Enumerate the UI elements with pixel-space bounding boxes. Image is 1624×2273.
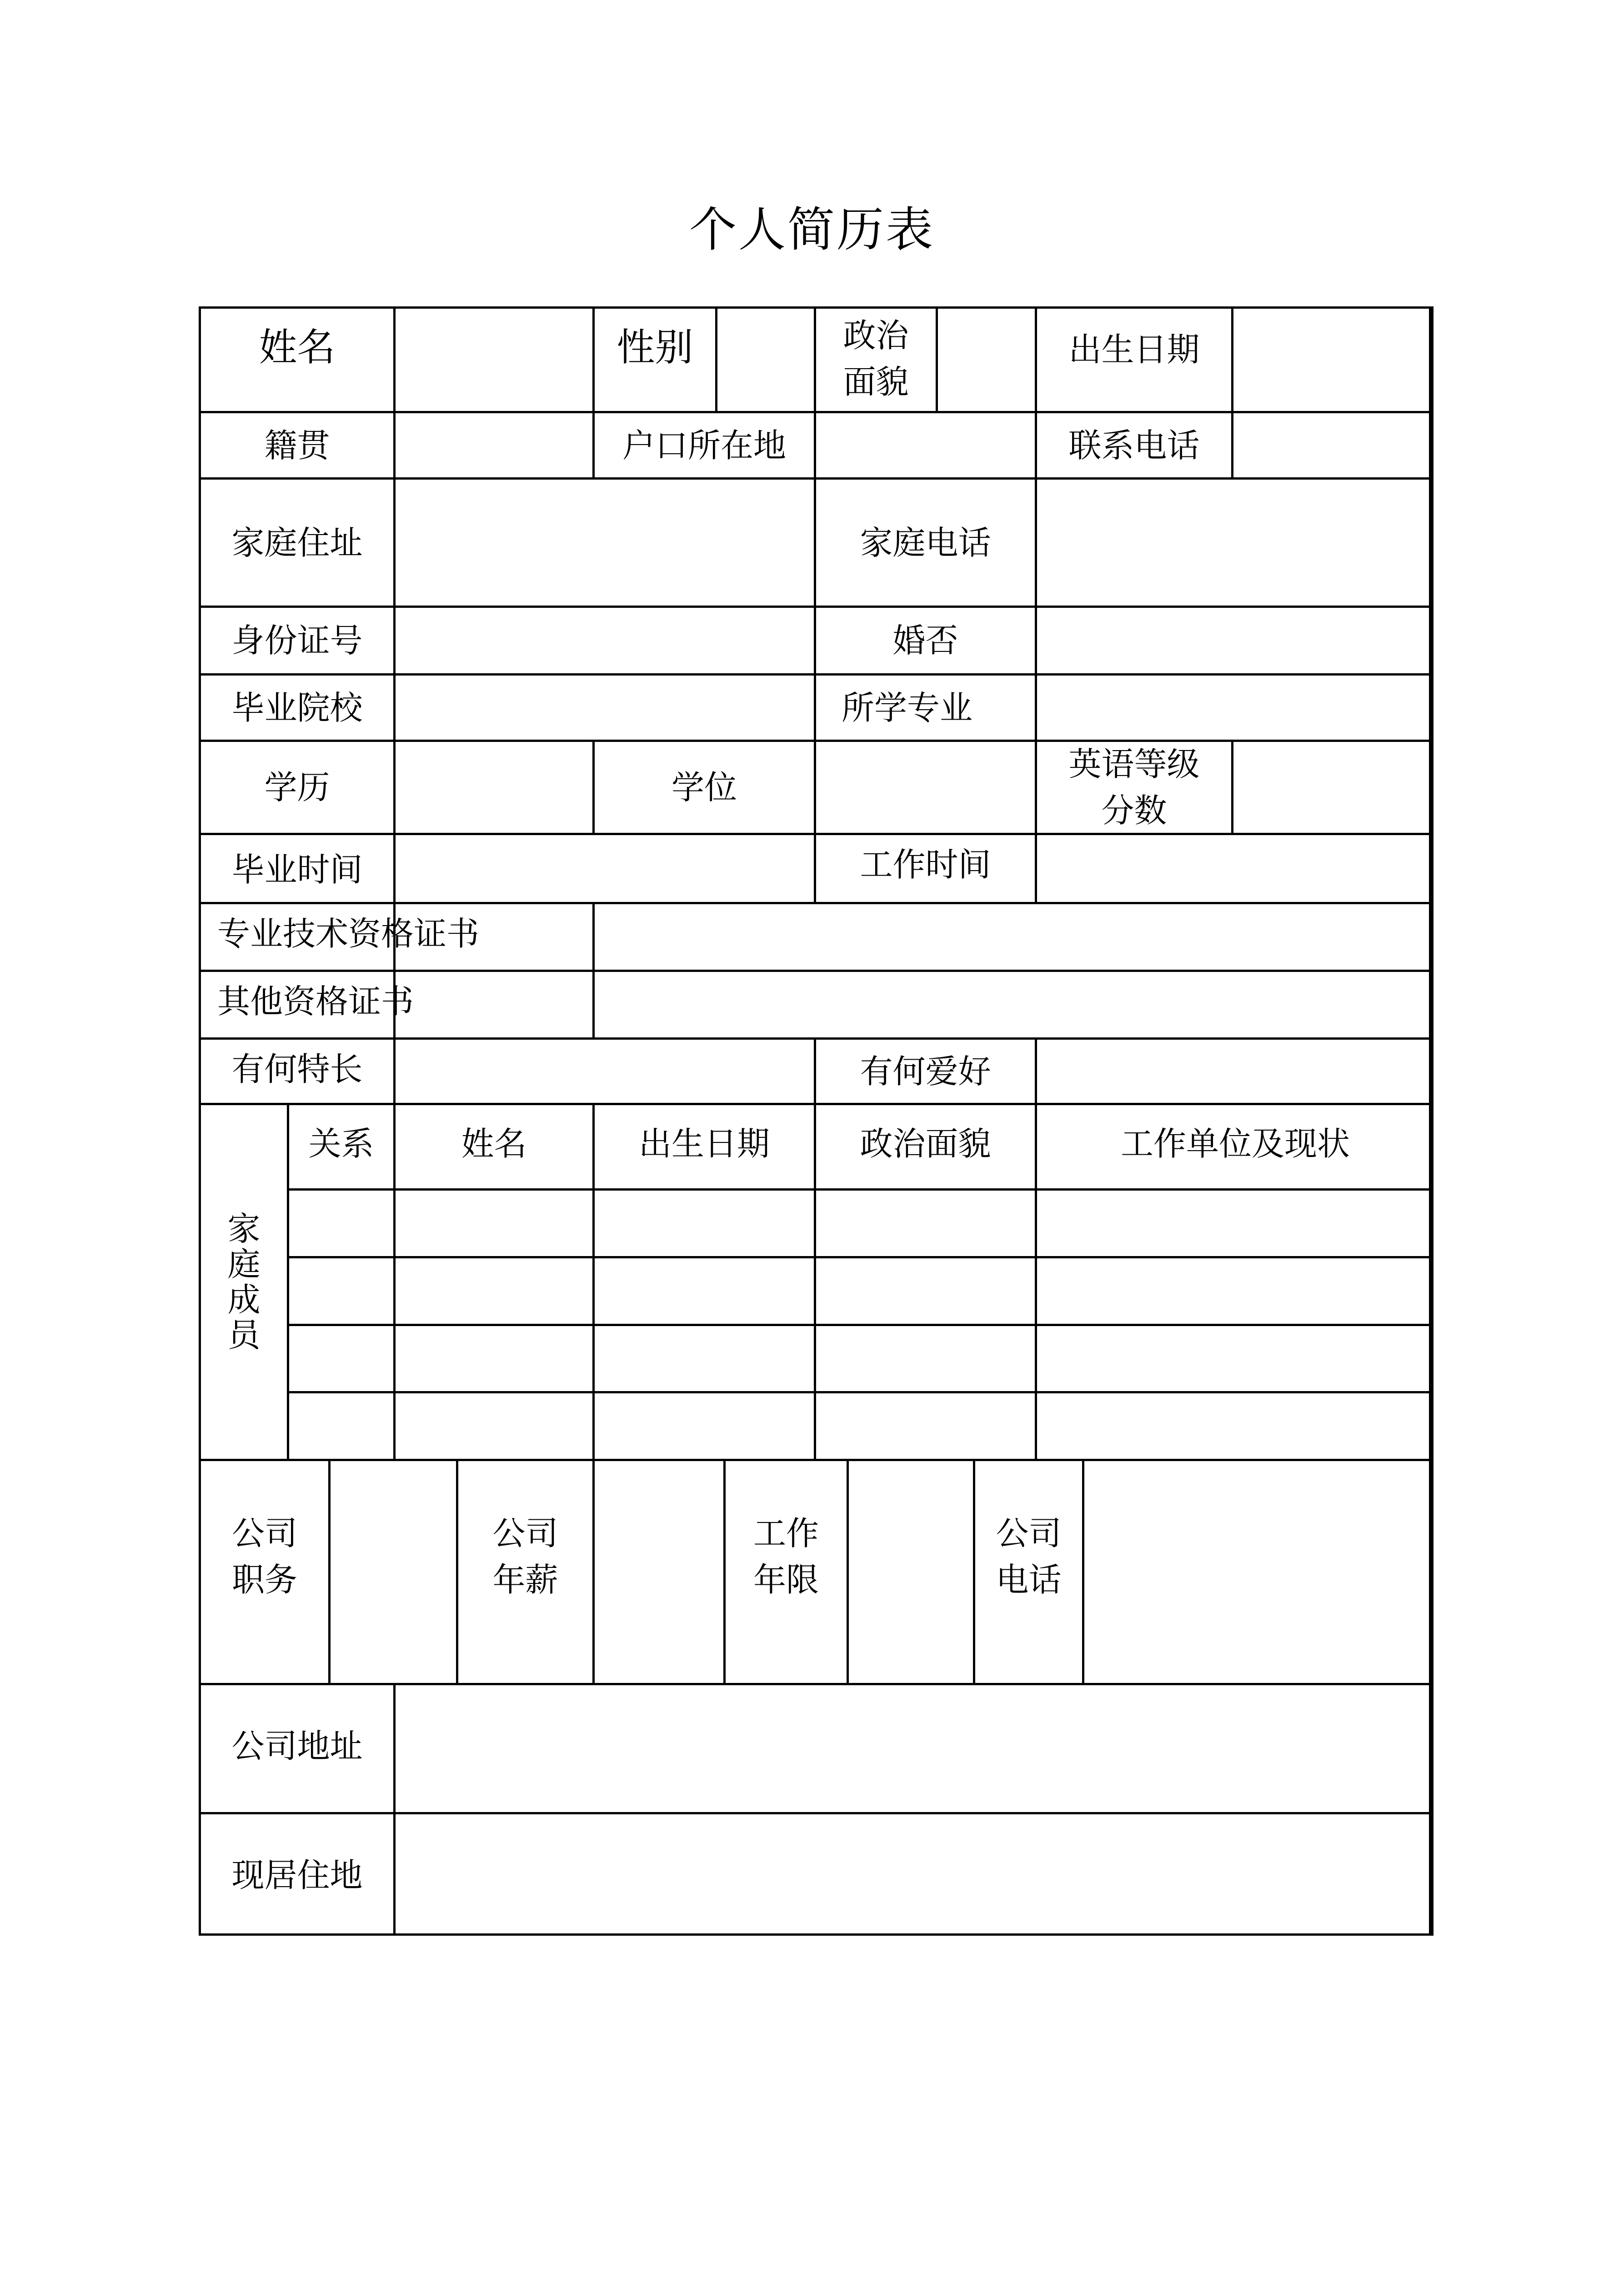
hukou-location-field[interactable]	[816, 413, 1035, 477]
label-english-level: 英语等级 分数	[1068, 745, 1200, 830]
degree-field[interactable]	[816, 742, 1035, 833]
label-major: 所学专业	[841, 688, 972, 727]
current-residence-field[interactable]	[396, 1814, 1429, 1933]
company-phone-field[interactable]	[1084, 1461, 1429, 1683]
label-home-phone: 家庭电话	[860, 523, 991, 562]
label-contact-phone: 联系电话	[1068, 426, 1200, 465]
name-field[interactable]	[396, 309, 592, 411]
label-graduation-time: 毕业时间	[231, 851, 363, 889]
label-specialties: 有何特长	[231, 1050, 363, 1088]
family-header-name: 姓名	[461, 1125, 527, 1163]
english-level-field[interactable]	[1233, 742, 1429, 833]
label-family-members: 家 庭 成 员	[227, 1210, 261, 1354]
label-company-address: 公司地址	[231, 1727, 363, 1765]
family-header-birth-date: 出生日期	[638, 1125, 770, 1163]
birth-date-field[interactable]	[1233, 309, 1429, 411]
document-title: 个人简历表	[689, 202, 935, 257]
label-graduated-school: 毕业院校	[231, 688, 363, 727]
contact-phone-field[interactable]	[1233, 413, 1429, 477]
major-field[interactable]	[1037, 676, 1429, 740]
family-member-rows[interactable]	[289, 1191, 1429, 1459]
label-work-time: 工作时间	[860, 846, 991, 884]
label-id-number: 身份证号	[231, 621, 363, 660]
label-political-status: 政治 面貌	[843, 316, 909, 401]
family-header-workplace-status: 工作单位及现状	[1120, 1125, 1350, 1163]
work-time-field[interactable]	[1037, 835, 1429, 902]
label-other-certificates: 其他资格证书	[217, 982, 414, 1021]
label-marital-status: 婚否	[892, 621, 958, 660]
label-birth-date: 出生日期	[1068, 330, 1200, 369]
marital-status-field[interactable]	[1037, 608, 1429, 673]
home-phone-field[interactable]	[1037, 480, 1429, 606]
professional-certificates-field[interactable]	[595, 904, 1429, 970]
label-company-phone: 公司 电话	[996, 1514, 1062, 1599]
label-name: 姓名	[259, 325, 336, 370]
company-position-field[interactable]	[331, 1461, 456, 1683]
label-company-position: 公司 职务	[231, 1514, 297, 1599]
label-home-address: 家庭住址	[231, 523, 363, 562]
label-gender: 性别	[617, 325, 693, 370]
hobbies-field[interactable]	[1037, 1040, 1429, 1103]
label-native-place: 籍贯	[264, 426, 330, 465]
label-hobbies: 有何爱好	[860, 1052, 991, 1091]
label-professional-certificates: 专业技术资格证书	[217, 915, 480, 953]
label-current-residence: 现居住地	[231, 1856, 363, 1894]
specialties-field[interactable]	[396, 1040, 814, 1103]
family-header-relation: 关系	[308, 1125, 374, 1163]
company-salary-field[interactable]	[595, 1461, 723, 1683]
family-header-political-status: 政治面貌	[860, 1125, 991, 1163]
label-work-years: 工作 年限	[753, 1514, 819, 1599]
graduation-time-field[interactable]	[396, 835, 814, 902]
label-education: 学历	[264, 768, 330, 806]
education-field[interactable]	[396, 742, 592, 833]
graduated-school-field[interactable]	[396, 676, 814, 740]
label-company-salary: 公司 年薪	[492, 1514, 558, 1599]
label-degree: 学位	[671, 768, 737, 806]
other-certificates-field[interactable]	[595, 972, 1429, 1037]
label-hukou-location: 户口所在地	[622, 426, 786, 465]
political-status-field[interactable]	[938, 309, 1035, 411]
native-place-field[interactable]	[396, 413, 592, 477]
gender-field[interactable]	[717, 309, 814, 411]
id-number-field[interactable]	[396, 608, 814, 673]
company-address-field[interactable]	[396, 1685, 1429, 1812]
home-address-field[interactable]	[396, 480, 814, 606]
work-years-field[interactable]	[849, 1461, 973, 1683]
